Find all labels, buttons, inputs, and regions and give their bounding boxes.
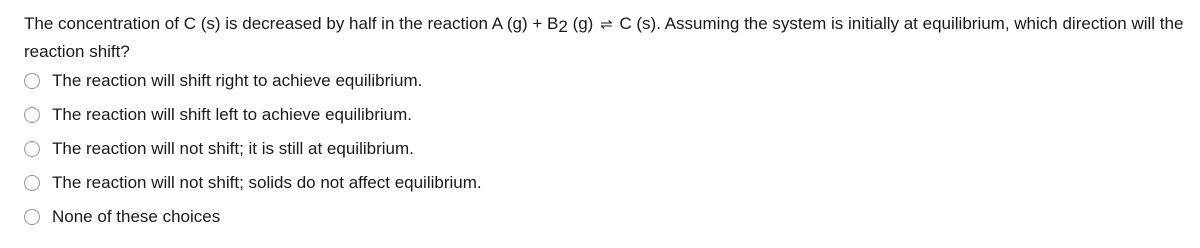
question-part-3: C (s). Assuming the system is initially at equilibrium, which direction will the reaction shift? — [24, 14, 1184, 61]
radio-button[interactable] — [24, 107, 40, 123]
option-no-shift-solids[interactable] — [24, 166, 1124, 200]
radio-button[interactable] — [24, 73, 40, 89]
option-label: The reaction will not shift; solids do not affect equilibrium. — [52, 173, 482, 192]
option-label: The reaction will shift left to achieve equilibrium. — [52, 105, 412, 124]
option-label: The reaction will shift right to achieve equilibrium. — [52, 71, 423, 90]
equilibrium-arrow-icon: ⇌ — [600, 16, 613, 33]
radio-button[interactable] — [24, 209, 40, 225]
radio-button[interactable] — [24, 141, 40, 157]
option-shift-right[interactable] — [24, 64, 1124, 98]
option-label: The reaction will not shift; it is still at equilibrium. — [52, 139, 414, 158]
option-label: None of these choices — [52, 207, 221, 226]
question-subscript: 2 — [558, 17, 568, 36]
answer-options — [24, 64, 1124, 234]
radio-button[interactable] — [24, 175, 40, 191]
option-no-shift-equilibrium[interactable] — [24, 132, 1124, 166]
option-none[interactable] — [24, 200, 1124, 234]
option-shift-left[interactable] — [24, 98, 1124, 132]
question-part-2: (g) — [567, 14, 599, 33]
question-text — [24, 10, 1184, 65]
question-part-1: The concentration of C (s) is decreased by half in the reaction A (g) + B — [24, 14, 559, 33]
